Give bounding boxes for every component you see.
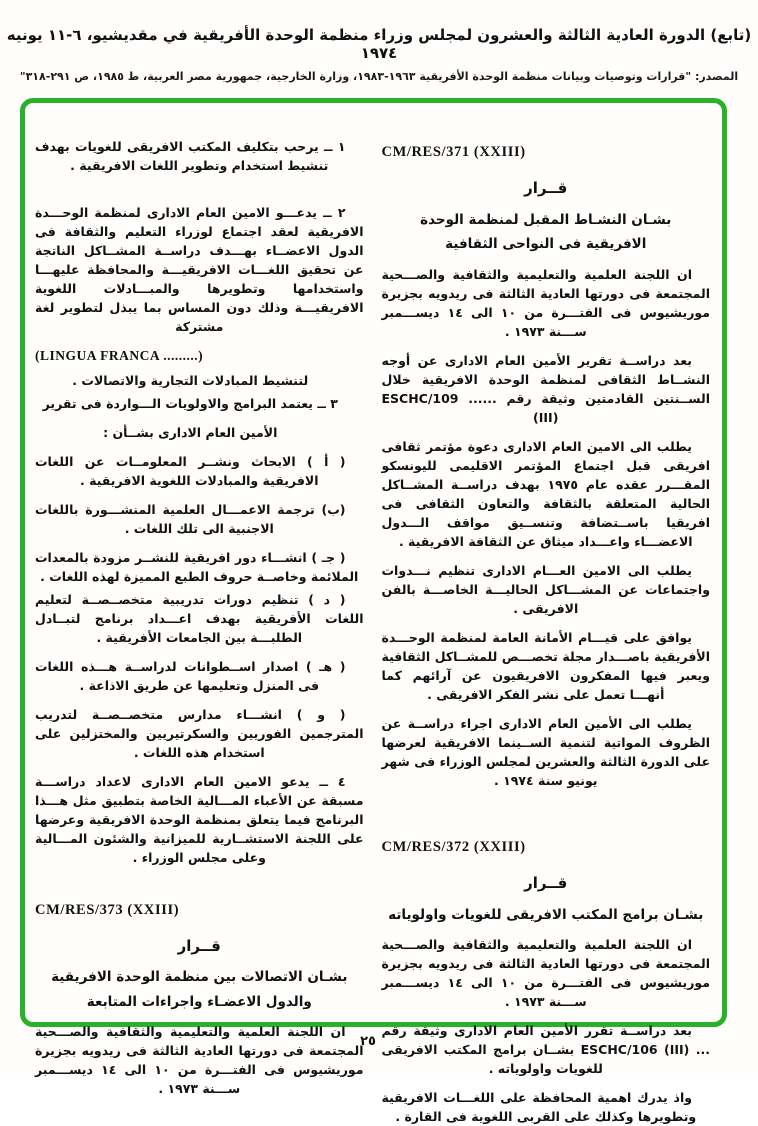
lingua-franca-line: (LINGUA FRANCA .........): [35, 348, 204, 363]
source-citation: المصدر: "قرارات وتوصيات وبيانات منظمة الوحدة الأفريقية ١٩٦٣-١٩٨٣، وزارة الخارجية، جمهورية مصر العربية، ط ١٩٨٥، ص ٢٩١-٣١٨": [19, 70, 739, 83]
left-column: [35, 127, 364, 1097]
sub-item-a: ( أ ) الابحاث ونشــر المعلومــات عن اللغات الافريقية والمبادلات اللغوية الافريقية .: [35, 453, 346, 488]
sub-item-e: ( هـ ) اصدار اســطوانات لدراســة هـــذه اللغات فى المنزل وتعليمها عن طريق الاذاعة .: [35, 658, 346, 693]
resolution-code: CM/RES/373 (XXIII): [35, 901, 180, 918]
resolution-code: CM/RES/372 (XXIII): [381, 838, 526, 855]
document-header: [0, 0, 758, 83]
numbered-item-2: ٢ ــ يدعـــو الامين العام الادارى لمنظمة الوحـــدة الافريقية لعقد اجتماع لوزراء التعليم والثقافة فى الدول الاعضــاء بهـــدف دراســة المشــاكل الناتجة عن تحقيق اللغـــات الافريقيـــة والمحافظة عليهـــا واستخدامها وتطويرها والمبـــادلات اللغوية الافريقيـــة وذلك دون المساس بما يبذل لتطوير لغة مشتركة: [35, 205, 364, 334]
resolution-372-continued-items: [35, 137, 364, 867]
spacer: [35, 185, 364, 193]
resolution-heading: قــرار: [177, 936, 221, 955]
resolution-subtitle-line: بشـان برامج المكتب الافريقى للغويات واولوياته: [388, 906, 704, 923]
paragraph: ان اللجنة العلمية والتعليمية والثقافية والصـــحية المجتمعة فى دورتها العادية الثالثة فى ريدويه بجزيرة موريشيوس فى الفتـــرة من ١٠ الى ١٤ ديســـمبر ســـنة ١٩٧٣ .: [381, 937, 710, 1010]
section-divider-space: [382, 800, 711, 822]
sub-item-b: (ب) ترجمة الاعمـــال العلمية المنشـــورة باللغات الاجنبية الى تلك اللغات .: [35, 501, 346, 536]
right-column: [381, 127, 711, 1125]
paragraph: بعد دراســة تقرير الأمين العام الادارى عن أوجه النشــاط الثقافى لمنظمة الوحدة الافريقية خلال الســنتين القادمتين وثيقة رقم ...... ESCHC/109 (III): [381, 352, 710, 425]
resolution-code: CM/RES/371 (XXIII): [381, 144, 526, 160]
session-title: (تابع) الدورة العادية الثالثة والعشرون لمجلس وزراء منظمة الوحدة الأفريقية في مقديشيو، ٦-١١ يونيه ١٩٧٤: [6, 26, 752, 62]
resolution-372: [382, 836, 711, 1126]
paragraph: يطلب الى الامين العام الادارى دعوة مؤتمر ثقافى افريقى قبل اجتماع المؤتمر الاقليمى لليونسكو المقـــرر عقده عام ١٩٧٥ بهدف دراســة المشــاكل الحالية المتعلقة بالثقافة والتعاون الثقافى فى افريقيا باســتضافة وتنســيق مواقف الـــدول الاعضـــاء واعـــداد ميثاق عن الثقافة الافريقية .: [381, 438, 710, 549]
resolution-subtitle-line: بشـان النشـاط المقبل لمنظمة الوحدة: [420, 211, 672, 228]
paragraph: ان اللجنة العلمية والتعليمية والثقافية والصـــحية المجتمعة فى دورتها العادية الثالثة فى ريدويه بجزيرة موريشيوس فى الفتـــرة من ١٠ الى ١٤ ديســـمبر ســـنة ١٩٧٣ .: [381, 266, 710, 339]
resolution-373: [35, 899, 364, 1099]
spacer: [35, 877, 364, 885]
paragraph: يطلب الى الأمين العام الادارى اجراء دراســة عن الظروف المواتية لتنمية الســينما الافريقية لعرضها على الدورة الثالثة والعشرين لمجلس الوزراء فى شهر يونيو سنة ١٩٧٤ .: [381, 715, 710, 788]
paragraph: ان اللجنة العلمية والتعليمية والثقافية والصـــحية المجتمعة فى دورتها العادية الثالثة فى ريدويه بجزيرة موريشيوس فى الفتـــرة من ١٠ الى ١٤ ديســـمبر ســـنة ١٩٧٣ .: [35, 1024, 364, 1097]
numbered-item-1: ١ ــ يرحب بتكليف المكتب الافريقى للغويات بهدف تنشيط استخدام وتطوير اللغات الافريقية .: [35, 139, 346, 173]
resolution-heading: قــرار: [524, 873, 568, 892]
numbered-item-3: ٣ ــ يعتمد البرامج والاولويات الـــواردة فى تقرير: [42, 395, 338, 411]
resolution-heading: قــرار: [524, 179, 568, 198]
page-number: ٢٥: [360, 1034, 376, 1049]
resolution-subtitle-line: بشـان الاتصالات بين منظمة الوحدة الافريقية: [51, 969, 348, 986]
numbered-item-4: ٤ ــ يدعو الامين العام الادارى لاعداد دراســـة مسبقة عن الأعباء المـــالية الخاصة بتطبيق مثل هـــذا البرنامج فيما يتعلق بمنظمة الوحدة الافريقية وعرضها على اللجنة الاستشــارية للميزانية والشئون المـــالية وعلى مجلس الوزراء .: [35, 773, 364, 865]
paragraph: بعد دراســة تقرر الأمين العام الادارى وثيقة رقم ... ESCHC/106 (III) بشــان برامج المكتب الافريقى للغويات واولوياته .: [381, 1023, 710, 1077]
item-3-continuation: الأمين العام الادارى بشــأن :: [103, 424, 278, 440]
paragraph: واذ يدرك اهمية المحافظة على اللغـــات الافريقية وتطويرها وكذلك على القربى اللغوية فى القارة .: [381, 1090, 697, 1125]
sub-item-f: ( و ) انشـــاء مدارس متخصــصــة لتدريب المترجمين الفوريين والسكرتيريين والمختزلين على استخدام هذه اللغات .: [35, 706, 364, 760]
sub-item-d: ( د ) تنظيم دورات تدريبية متخصــصــة لتعليم اللغات الأفريقية بهدف اعـــداد برنامج لتبــادل الطلبـــة بين الجامعات الأفريقية .: [35, 591, 364, 645]
resolution-subtitle-line: الافريقية فى النواحى الثقافية: [445, 236, 647, 253]
resolution-371: [382, 141, 711, 790]
resolution-subtitle-line: والدول الاعضـاء واجراءات المتابعة: [86, 993, 312, 1010]
item-2-continuation: لتنشيط المبادلات التجارية والاتصالات .: [72, 372, 309, 388]
paragraph: يطلب الى الامين العـــام الادارى تنظيم نـــدوات واجتماعات عن المشـــاكل الحاليـــة الخاصـــة بالفن الافريقى .: [381, 562, 710, 616]
paragraph: يوافق على قيـــام الأمانة العامة لمنظمة الوحـــدة الأفريقية باصـــدار مجلة تخصـــص للمشــاكل الثقافية ويعبر فيها المفكرون الافريقيون عن آرائهم كما أنهـــا تعمل على نشر الفكر الافريقى .: [381, 629, 710, 702]
sub-item-c: ( جـ ) انشـــاء دور افريقية للنشــر مزودة بالمعدات الملائمة وخاصــة حروف الطبع المميزة لهذه اللغات .: [35, 549, 359, 584]
